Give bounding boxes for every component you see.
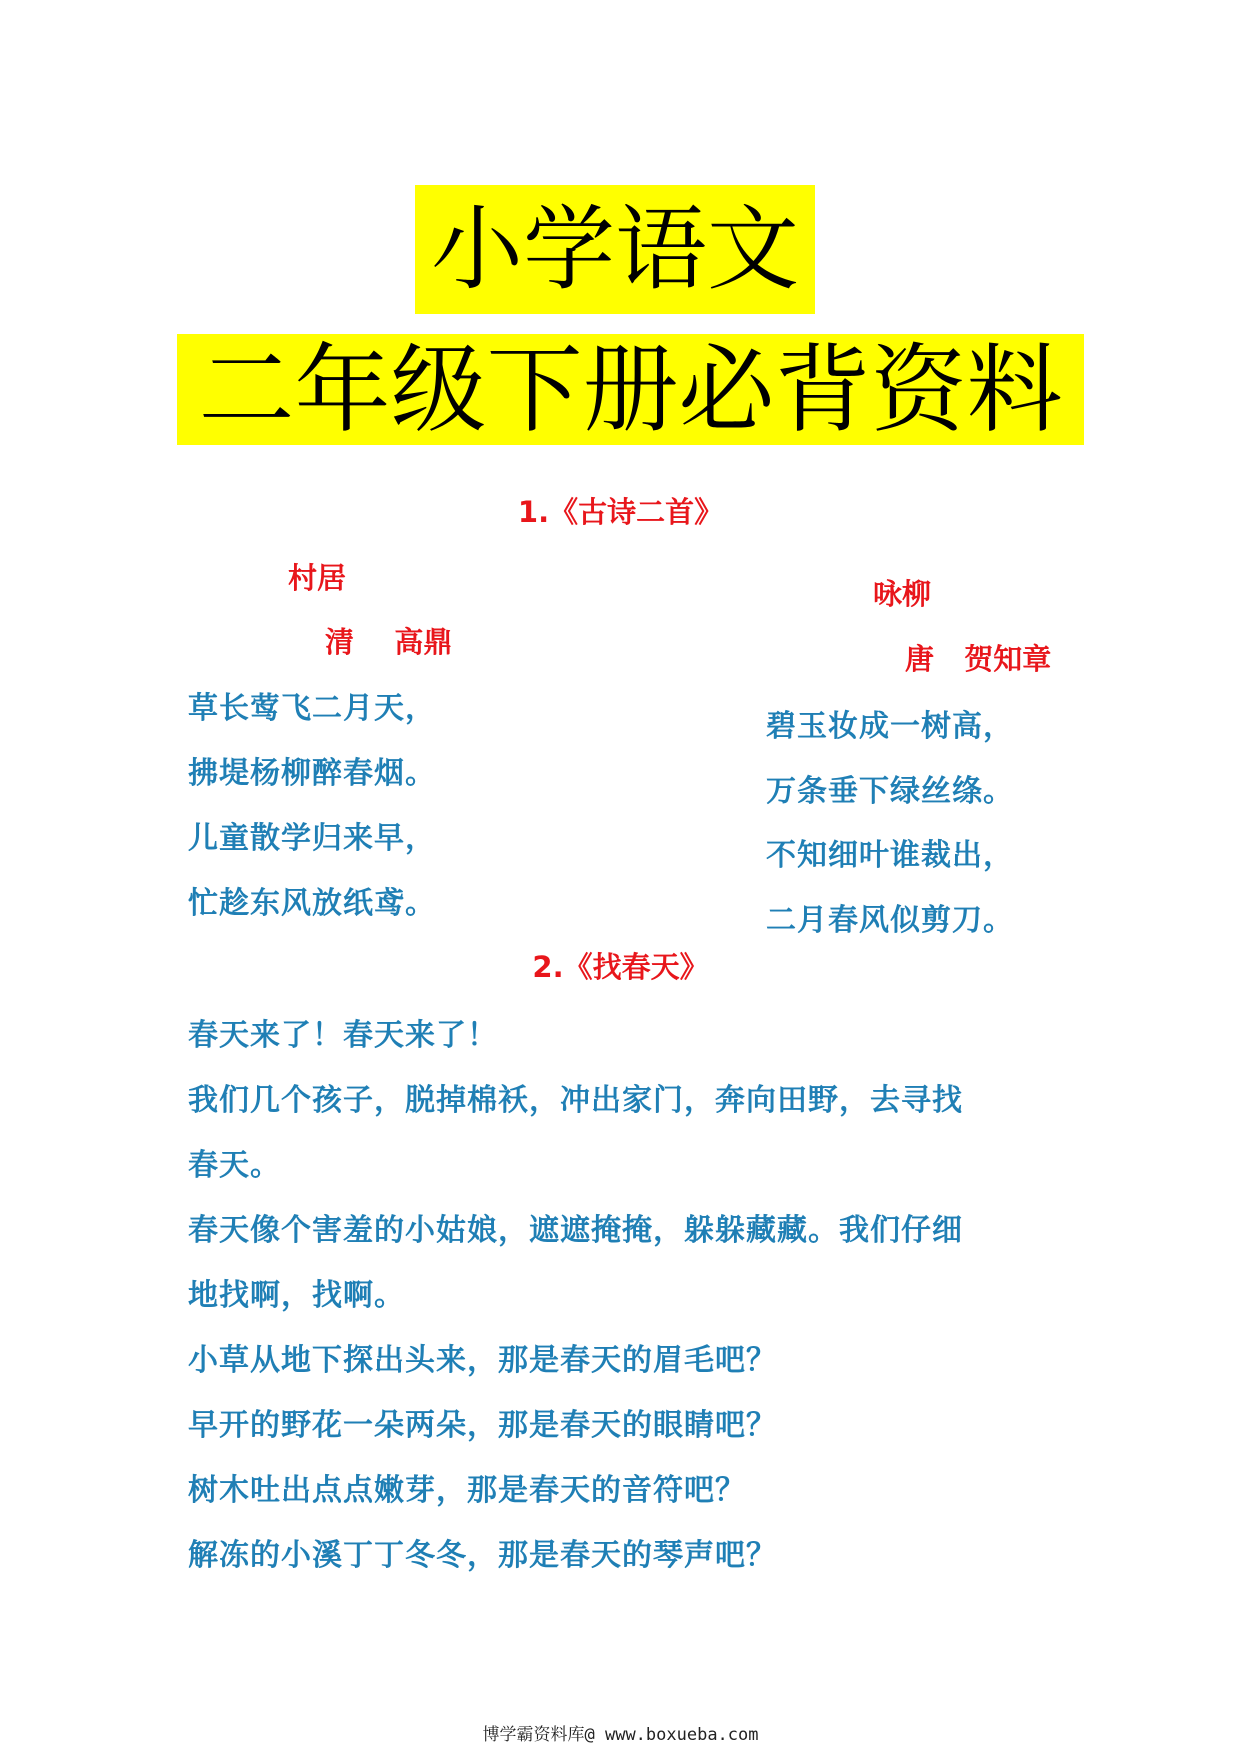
title-line-1: 小学语文: [415, 185, 815, 314]
poem-1-title: 村居: [288, 561, 347, 595]
text-line: 地找啊，找啊。: [188, 1278, 405, 1313]
text-line: 早开的野花一朵两朵，那是春天的眼睛吧？: [188, 1408, 777, 1443]
poem-1-line: 忙趁东风放纸鸢。: [188, 886, 436, 921]
poem-2-line: 万条垂下绿丝绦。: [766, 774, 1014, 809]
poem-1-line: 草长莺飞二月天，: [188, 691, 436, 726]
footer-watermark: 博学霸资料库@ www.boxueba.com: [482, 1725, 759, 1745]
title-line-2: 二年级下册必背资料: [177, 334, 1084, 445]
poem-1-author: 清 高鼎: [325, 625, 453, 659]
text-line: 树木吐出点点嫩芽，那是春天的音符吧？: [188, 1473, 746, 1508]
text-line: 解冻的小溪丁丁冬冬，那是春天的琴声吧？: [188, 1538, 777, 1573]
poem-2-title: 咏柳: [873, 577, 932, 611]
poem-2-author: 唐 贺知章: [905, 642, 1052, 676]
text-line: 春天来了！春天来了！: [188, 1018, 498, 1053]
poem-2-line: 碧玉妆成一树高，: [766, 709, 1014, 744]
poem-1-line: 儿童散学归来早，: [188, 821, 436, 856]
poem-1-line: 拂堤杨柳醉春烟。: [188, 756, 436, 791]
poem-2-line: 二月春风似剪刀。: [766, 903, 1014, 938]
text-line: 我们几个孩子，脱掉棉袄，冲出家门，奔向田野，去寻找: [188, 1083, 963, 1118]
text-line: 春天。: [188, 1148, 281, 1183]
text-line: 小草从地下探出头来，那是春天的眉毛吧？: [188, 1343, 777, 1378]
section-2-heading: 2.《找春天》: [532, 950, 709, 984]
text-line: 春天像个害羞的小姑娘，遮遮掩掩，躲躲藏藏。我们仔细: [188, 1213, 963, 1248]
section-1-heading: 1.《古诗二首》: [517, 495, 724, 529]
poem-2-line: 不知细叶谁裁出，: [766, 838, 1014, 873]
